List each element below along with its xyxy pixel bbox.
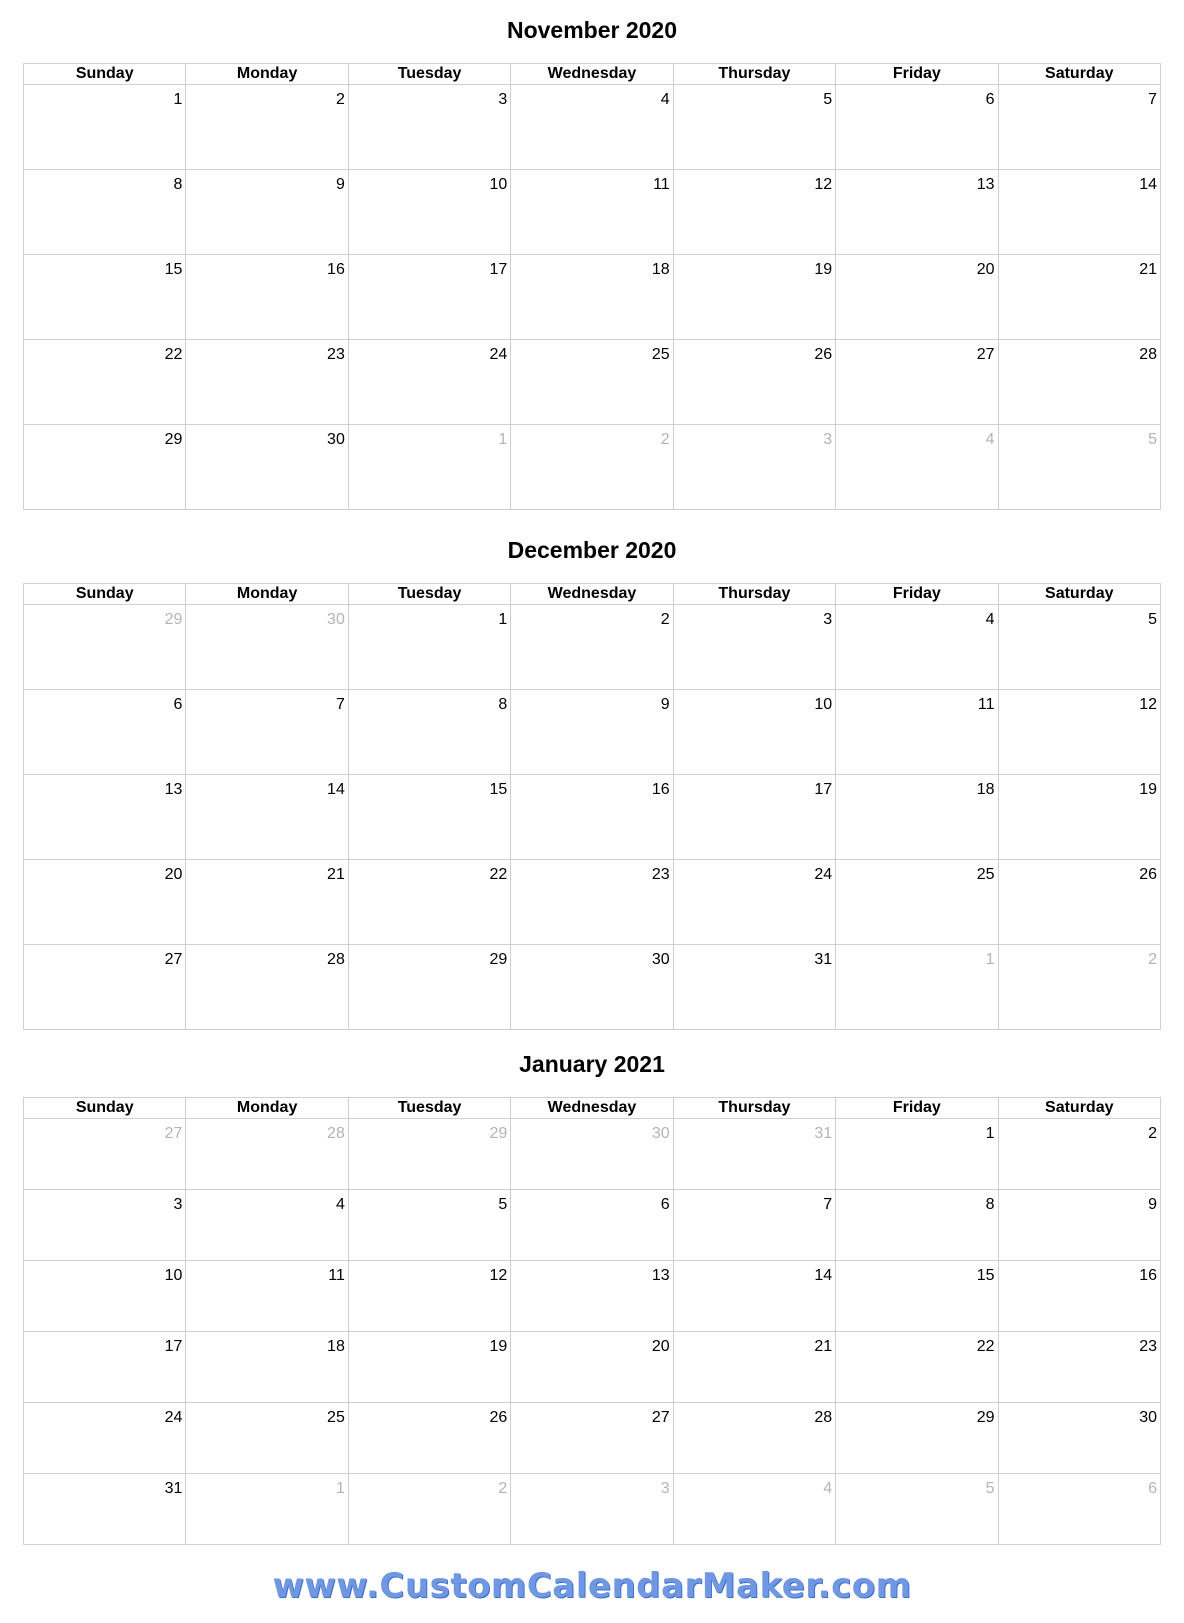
day-cell <box>998 1119 1160 1190</box>
week-row <box>24 1474 1161 1545</box>
day-cell-other-month <box>673 425 835 510</box>
day-cell <box>998 775 1160 860</box>
day-cell <box>673 85 835 170</box>
day-cell <box>673 775 835 860</box>
day-cell <box>24 85 186 170</box>
weekday-header-monday: Monday <box>186 584 348 605</box>
day-number: 15 <box>164 261 183 278</box>
day-number: 30 <box>651 951 670 968</box>
month-title: December 2020 <box>507 537 677 563</box>
day-number: 11 <box>328 1267 345 1284</box>
day-cell <box>511 1332 673 1403</box>
weekday-header-monday: Monday <box>186 1098 348 1119</box>
day-number: 5 <box>1148 431 1157 448</box>
day-cell-other-month <box>348 1119 510 1190</box>
week-row <box>24 605 1161 690</box>
website-link[interactable]: www.CustomCalendarMaker.com <box>272 1566 912 1606</box>
day-number: 29 <box>489 951 508 968</box>
calendar-body <box>24 1119 1161 1545</box>
day-cell <box>673 170 835 255</box>
day-number: 26 <box>814 346 833 363</box>
day-cell-other-month <box>673 1119 835 1190</box>
weekday-header-tuesday: Tuesday <box>348 64 510 85</box>
day-cell <box>836 860 998 945</box>
week-row <box>24 945 1161 1030</box>
day-number: 11 <box>977 696 995 713</box>
day-number: 14 <box>814 1267 833 1284</box>
day-number: 3 <box>823 431 833 448</box>
week-row <box>24 1190 1161 1261</box>
day-cell <box>998 1190 1160 1261</box>
day-cell <box>186 945 348 1030</box>
day-cell <box>998 605 1160 690</box>
weekday-header-thursday: Thursday <box>673 584 835 605</box>
day-number: 10 <box>164 1267 183 1284</box>
day-cell <box>186 690 348 775</box>
week-row <box>24 775 1161 860</box>
day-number: 26 <box>1139 866 1157 883</box>
day-cell <box>511 255 673 340</box>
day-number: 3 <box>823 611 833 628</box>
day-cell-other-month <box>836 1474 998 1545</box>
day-cell <box>186 170 348 255</box>
day-number: 1 <box>498 611 508 628</box>
day-number: 27 <box>976 346 995 363</box>
day-cell <box>836 605 998 690</box>
day-number: 17 <box>489 261 508 278</box>
day-number: 9 <box>335 176 345 193</box>
day-cell <box>186 1332 348 1403</box>
day-number: 16 <box>651 781 670 798</box>
day-cell <box>186 255 348 340</box>
day-cell <box>348 255 510 340</box>
day-cell <box>836 170 998 255</box>
day-cell <box>186 860 348 945</box>
day-number: 5 <box>498 1196 508 1213</box>
day-number: 20 <box>651 1338 670 1355</box>
day-cell <box>186 340 348 425</box>
weekday-header-saturday: Saturday <box>998 64 1160 85</box>
day-number: 30 <box>327 611 345 628</box>
day-number: 23 <box>651 866 670 883</box>
week-row <box>24 170 1161 255</box>
day-number: 22 <box>164 346 183 363</box>
week-row <box>24 690 1161 775</box>
day-cell <box>511 605 673 690</box>
day-cell <box>673 1261 835 1332</box>
day-number: 1 <box>173 91 183 108</box>
day-cell <box>673 605 835 690</box>
day-cell-other-month <box>511 1119 673 1190</box>
weekday-header-monday: Monday <box>186 64 348 85</box>
day-number: 12 <box>1139 696 1157 713</box>
day-cell <box>998 340 1160 425</box>
day-cell <box>673 690 835 775</box>
day-number: 29 <box>164 611 183 628</box>
day-cell-other-month <box>24 605 186 690</box>
day-number: 5 <box>823 91 833 108</box>
day-cell-other-month <box>186 1474 348 1545</box>
day-number: 30 <box>1139 1409 1157 1426</box>
day-cell <box>998 1261 1160 1332</box>
day-number: 9 <box>660 696 670 713</box>
day-cell-other-month <box>348 425 510 510</box>
weekday-header-row <box>24 64 1161 85</box>
day-number: 3 <box>498 91 508 108</box>
day-number: 18 <box>327 1338 345 1355</box>
day-cell <box>673 945 835 1030</box>
day-cell-other-month <box>836 425 998 510</box>
day-number: 10 <box>489 176 508 193</box>
day-number: 23 <box>327 346 345 363</box>
day-cell <box>673 1332 835 1403</box>
day-number: 6 <box>1148 1480 1157 1497</box>
day-number: 12 <box>814 176 833 193</box>
day-cell <box>24 1474 186 1545</box>
day-cell <box>24 1261 186 1332</box>
day-number: 2 <box>660 611 670 628</box>
day-cell <box>24 340 186 425</box>
day-cell <box>511 860 673 945</box>
day-number: 27 <box>164 1125 183 1142</box>
day-number: 14 <box>327 781 345 798</box>
week-row <box>24 1261 1161 1332</box>
day-number: 2 <box>1148 951 1157 968</box>
weekday-header-tuesday: Tuesday <box>348 1098 510 1119</box>
day-cell <box>348 945 510 1030</box>
day-cell <box>24 945 186 1030</box>
day-number: 4 <box>823 1480 833 1497</box>
day-number: 22 <box>976 1338 995 1355</box>
day-number: 7 <box>1148 91 1157 108</box>
day-number: 8 <box>985 1196 995 1213</box>
day-cell <box>348 1261 510 1332</box>
day-number: 12 <box>489 1267 508 1284</box>
day-number: 10 <box>814 696 833 713</box>
day-cell-other-month <box>998 1474 1160 1545</box>
day-cell <box>24 1332 186 1403</box>
day-number: 2 <box>1148 1125 1157 1142</box>
day-cell <box>186 1261 348 1332</box>
day-cell <box>511 775 673 860</box>
day-cell-other-month <box>998 425 1160 510</box>
day-cell <box>998 170 1160 255</box>
calendar-body <box>24 605 1161 1030</box>
day-number: 16 <box>1139 1267 1157 1284</box>
day-number: 27 <box>651 1409 670 1426</box>
weekday-header-row <box>24 1098 1161 1119</box>
day-number: 30 <box>327 431 345 448</box>
day-number: 3 <box>660 1480 670 1497</box>
day-number: 15 <box>976 1267 995 1284</box>
day-number: 30 <box>651 1125 670 1142</box>
day-cell <box>186 85 348 170</box>
day-number: 21 <box>814 1338 833 1355</box>
day-cell <box>186 425 348 510</box>
weekday-header-sunday: Sunday <box>24 584 186 605</box>
week-row <box>24 860 1161 945</box>
day-cell-other-month <box>348 1474 510 1545</box>
week-row <box>24 425 1161 510</box>
day-number: 20 <box>976 261 995 278</box>
day-number: 17 <box>814 781 833 798</box>
day-cell <box>836 85 998 170</box>
day-cell <box>998 1332 1160 1403</box>
day-number: 14 <box>1139 176 1157 193</box>
day-cell <box>348 860 510 945</box>
weekday-header-thursday: Thursday <box>673 64 835 85</box>
day-cell <box>511 170 673 255</box>
day-number: 22 <box>489 866 508 883</box>
day-cell <box>998 690 1160 775</box>
day-number: 28 <box>327 951 345 968</box>
day-number: 25 <box>976 866 995 883</box>
day-cell <box>836 775 998 860</box>
month-title: November 2020 <box>506 17 678 43</box>
day-cell <box>836 255 998 340</box>
day-number: 2 <box>498 1480 508 1497</box>
day-number: 24 <box>814 866 833 883</box>
day-cell-other-month <box>24 1119 186 1190</box>
day-number: 31 <box>164 1480 183 1497</box>
weekday-header-tuesday: Tuesday <box>348 584 510 605</box>
day-number: 23 <box>1139 1338 1157 1355</box>
day-number: 3 <box>173 1196 183 1213</box>
day-cell <box>24 255 186 340</box>
calendar-grid <box>23 1097 1161 1545</box>
day-cell <box>836 1261 998 1332</box>
day-number: 29 <box>976 1409 995 1426</box>
day-number: 9 <box>1148 1196 1157 1213</box>
day-cell <box>24 775 186 860</box>
day-cell <box>511 85 673 170</box>
day-cell <box>186 775 348 860</box>
day-cell <box>24 170 186 255</box>
day-cell <box>348 340 510 425</box>
day-cell <box>673 1190 835 1261</box>
day-number: 29 <box>489 1125 508 1142</box>
day-number: 18 <box>976 781 995 798</box>
day-number: 4 <box>985 431 995 448</box>
month-title: January 2021 <box>519 1051 665 1077</box>
day-cell <box>836 690 998 775</box>
day-number: 20 <box>164 866 183 883</box>
day-cell-other-month <box>836 945 998 1030</box>
day-number: 6 <box>660 1196 670 1213</box>
day-cell-other-month <box>511 1474 673 1545</box>
weekday-header-thursday: Thursday <box>673 1098 835 1119</box>
day-cell <box>348 775 510 860</box>
day-number: 31 <box>814 951 833 968</box>
day-cell-other-month <box>186 1119 348 1190</box>
day-number: 16 <box>327 261 345 278</box>
day-cell <box>511 690 673 775</box>
week-row <box>24 1332 1161 1403</box>
day-number: 13 <box>164 781 183 798</box>
day-number: 13 <box>651 1267 670 1284</box>
day-number: 8 <box>173 176 183 193</box>
day-number: 24 <box>164 1409 183 1426</box>
day-number: 25 <box>651 346 670 363</box>
day-cell <box>511 1261 673 1332</box>
day-number: 2 <box>660 431 670 448</box>
day-cell <box>24 1190 186 1261</box>
day-cell <box>186 1403 348 1474</box>
day-number: 1 <box>985 951 995 968</box>
weekday-header-wednesday: Wednesday <box>511 584 673 605</box>
day-number: 4 <box>985 611 995 628</box>
day-number: 19 <box>814 261 833 278</box>
day-number: 21 <box>1139 261 1157 278</box>
day-number: 28 <box>814 1409 833 1426</box>
calendar-grid <box>23 583 1161 1030</box>
day-cell <box>348 85 510 170</box>
weekday-header-row <box>24 584 1161 605</box>
day-cell <box>24 860 186 945</box>
day-cell-other-month <box>511 425 673 510</box>
day-cell <box>24 425 186 510</box>
day-number: 1 <box>335 1480 345 1497</box>
day-cell <box>998 255 1160 340</box>
day-cell <box>673 860 835 945</box>
day-number: 6 <box>173 696 183 713</box>
weekday-header-wednesday: Wednesday <box>511 1098 673 1119</box>
week-row <box>24 1403 1161 1474</box>
day-number: 13 <box>976 176 995 193</box>
day-number: 5 <box>985 1480 995 1497</box>
day-number: 5 <box>1148 611 1157 628</box>
day-number: 25 <box>327 1409 345 1426</box>
day-cell <box>836 340 998 425</box>
day-number: 26 <box>489 1409 508 1426</box>
day-cell <box>836 1119 998 1190</box>
weekday-header-friday: Friday <box>836 64 998 85</box>
week-row <box>24 340 1161 425</box>
day-number: 4 <box>660 91 670 108</box>
day-cell <box>998 85 1160 170</box>
week-row <box>24 85 1161 170</box>
day-cell <box>511 945 673 1030</box>
day-number: 7 <box>823 1196 833 1213</box>
day-cell <box>998 860 1160 945</box>
day-cell <box>348 170 510 255</box>
day-number: 28 <box>327 1125 345 1142</box>
weekday-header-sunday: Sunday <box>24 1098 186 1119</box>
day-cell <box>673 1403 835 1474</box>
day-number: 19 <box>1139 781 1157 798</box>
weekday-header-saturday: Saturday <box>998 584 1160 605</box>
weekday-header-friday: Friday <box>836 1098 998 1119</box>
week-row <box>24 1119 1161 1190</box>
day-number: 7 <box>335 696 345 713</box>
day-number: 19 <box>489 1338 508 1355</box>
day-number: 6 <box>985 91 995 108</box>
weekday-header-wednesday: Wednesday <box>511 64 673 85</box>
day-number: 11 <box>653 176 670 193</box>
weekday-header-sunday: Sunday <box>24 64 186 85</box>
day-number: 28 <box>1139 346 1157 363</box>
day-cell <box>836 1190 998 1261</box>
day-cell <box>673 340 835 425</box>
day-cell <box>511 340 673 425</box>
day-number: 1 <box>985 1125 995 1142</box>
calendar-grid <box>23 63 1161 510</box>
day-cell <box>186 1190 348 1261</box>
day-number: 21 <box>327 866 345 883</box>
day-cell-other-month <box>673 1474 835 1545</box>
day-cell <box>24 1403 186 1474</box>
day-number: 4 <box>335 1196 345 1213</box>
day-cell <box>511 1403 673 1474</box>
weekday-header-saturday: Saturday <box>998 1098 1160 1119</box>
day-number: 15 <box>489 781 508 798</box>
day-cell <box>24 690 186 775</box>
day-number: 2 <box>335 91 345 108</box>
day-cell <box>348 1190 510 1261</box>
day-cell <box>348 1403 510 1474</box>
day-cell <box>511 1190 673 1261</box>
day-number: 27 <box>164 951 183 968</box>
day-cell <box>348 690 510 775</box>
day-cell-other-month <box>998 945 1160 1030</box>
day-number: 17 <box>164 1338 183 1355</box>
day-number: 8 <box>498 696 508 713</box>
day-cell <box>348 1332 510 1403</box>
day-cell <box>673 255 835 340</box>
day-number: 31 <box>814 1125 833 1142</box>
day-cell <box>998 1403 1160 1474</box>
calendar-body <box>24 85 1161 510</box>
day-number: 24 <box>489 346 508 363</box>
day-cell <box>348 605 510 690</box>
weekday-header-friday: Friday <box>836 584 998 605</box>
day-cell <box>836 1403 998 1474</box>
day-cell-other-month <box>186 605 348 690</box>
day-cell <box>836 1332 998 1403</box>
day-number: 18 <box>651 261 670 278</box>
week-row <box>24 255 1161 340</box>
day-number: 1 <box>498 431 508 448</box>
day-number: 29 <box>164 431 183 448</box>
